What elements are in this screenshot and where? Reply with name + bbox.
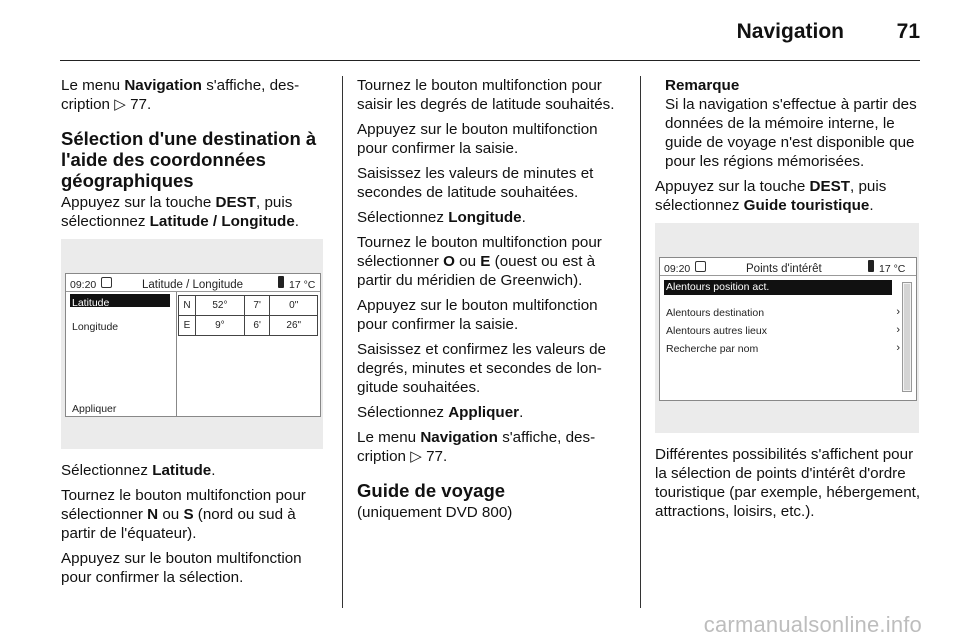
temperature: 17 °C	[289, 279, 316, 291]
paragraph: Saisissez et confirmez les valeurs de degrés, minutes et secondes de longitude souhaitées.	[357, 341, 607, 396]
paragraph: Appuyez sur la touche DEST, puis sélectionnez Latitude / Longitude.	[61, 194, 299, 230]
chevron-right-icon: ›	[896, 284, 900, 296]
reference-arrow-icon: ▷	[114, 96, 126, 113]
paragraph: Le menu Navigation s'affiche, description ▷ 77.	[61, 77, 300, 113]
screenshot-latlong	[61, 239, 323, 449]
seconds-cell[interactable]: 0"	[270, 296, 318, 316]
scrollbar-thumb[interactable]	[904, 284, 910, 390]
watermark: carmanualsonline.info	[703, 612, 922, 637]
paragraph: Le menu Navigation s'affiche, description ▷ 77.	[357, 429, 596, 465]
status-bar	[660, 258, 916, 276]
subheading: (uniquement DVD 800)	[357, 504, 513, 521]
degrees-cell[interactable]: 9°	[196, 316, 245, 336]
column-1	[61, 76, 329, 593]
paragraph: Tournez le bouton multifonction pour sélectionner O ou E (ouest ou est à partir du méridien de Greenwich).	[357, 234, 602, 289]
screen-title: Points d'intérêt	[746, 263, 822, 275]
minutes-cell[interactable]: 7'	[244, 296, 270, 316]
temperature-icon	[278, 276, 284, 288]
table-row	[179, 296, 318, 316]
header-rule	[60, 60, 920, 61]
menu-item-longitude[interactable]: Longitude	[72, 321, 119, 333]
clock: 09:20	[70, 279, 97, 291]
menu-item[interactable]: Alentours destination	[666, 307, 765, 319]
paragraph: Sélectionnez Latitude.	[61, 462, 216, 479]
column-divider	[342, 76, 343, 608]
section-heading: Guide de voyage	[357, 480, 506, 501]
menu-item-apply[interactable]: Appliquer	[72, 403, 117, 415]
column-divider	[640, 76, 641, 608]
section-heading: Sélection d'une destination à l'aide des coordonnées géographiques	[61, 128, 317, 191]
remark-box	[655, 76, 923, 171]
divider	[176, 292, 177, 416]
scrollbar[interactable]	[902, 282, 912, 392]
paragraph: Sélectionnez Appliquer.	[357, 404, 524, 421]
paragraph: Appuyez sur le bouton multifonction pour confirmer la saisie.	[357, 121, 598, 157]
paragraph: Appuyez sur le bouton multifonction pour confirmer la saisie.	[357, 297, 598, 333]
paragraph: Appuyez sur la touche DEST, puis sélectionnez Guide touristique.	[655, 178, 887, 214]
temperature-icon	[868, 260, 874, 272]
hemisphere-cell[interactable]: N	[179, 296, 196, 316]
nav-icon	[695, 261, 706, 272]
hemisphere-cell[interactable]: E	[179, 316, 196, 336]
page-number: 71	[896, 20, 920, 43]
paragraph: Différentes possibilités s'affichent pour la sélection de points d'intérêt d'ordre touristique (par exemple, hébergement, attractions, loisirs, etc.).	[655, 446, 921, 520]
page-header	[0, 0, 960, 62]
display-screen	[65, 273, 321, 417]
paragraph: Tournez le bouton multifonction pour sélectionner N ou S (nord ou sud à partir de l'équateur).	[61, 487, 306, 542]
chevron-right-icon: ›	[896, 306, 900, 318]
menu-item[interactable]: Alentours position act.	[664, 280, 892, 295]
reference-arrow-icon: ▷	[410, 448, 422, 465]
paragraph: Sélectionnez Longitude.	[357, 209, 526, 226]
seconds-cell[interactable]: 26"	[270, 316, 318, 336]
screenshot-poi	[655, 223, 919, 433]
table-row	[179, 316, 318, 336]
column-2	[357, 76, 627, 528]
temperature: 17 °C	[879, 263, 906, 275]
coordinate-table	[178, 295, 318, 336]
degrees-cell[interactable]: 52°	[196, 296, 245, 316]
nav-icon	[101, 277, 112, 288]
display-screen	[659, 257, 917, 401]
column-3	[655, 76, 923, 527]
menu-item-latitude[interactable]: Latitude	[70, 294, 170, 307]
menu-item[interactable]: Alentours autres lieux	[666, 325, 767, 337]
menu-item[interactable]: Recherche par nom	[666, 343, 759, 355]
page-title: Navigation	[736, 20, 844, 43]
chevron-right-icon: ›	[896, 324, 900, 336]
remark-text: Si la navigation s'effectue à partir des données de la mémoire interne, le guide de voyage n'est disponible que pour les régions mémorisées.	[665, 96, 917, 170]
clock: 09:20	[664, 263, 691, 275]
chevron-right-icon: ›	[896, 342, 900, 354]
paragraph: Tournez le bouton multifonction pour saisir les degrés de latitude souhaités.	[357, 77, 615, 113]
paragraph: Saisissez les valeurs de minutes et secondes de latitude souhaitées.	[357, 165, 594, 201]
screen-title: Latitude / Longitude	[142, 279, 244, 291]
remark-title: Remarque	[665, 77, 740, 94]
status-bar	[66, 274, 320, 292]
paragraph: Appuyez sur le bouton multifonction pour confirmer la sélection.	[61, 550, 302, 586]
minutes-cell[interactable]: 6'	[244, 316, 270, 336]
